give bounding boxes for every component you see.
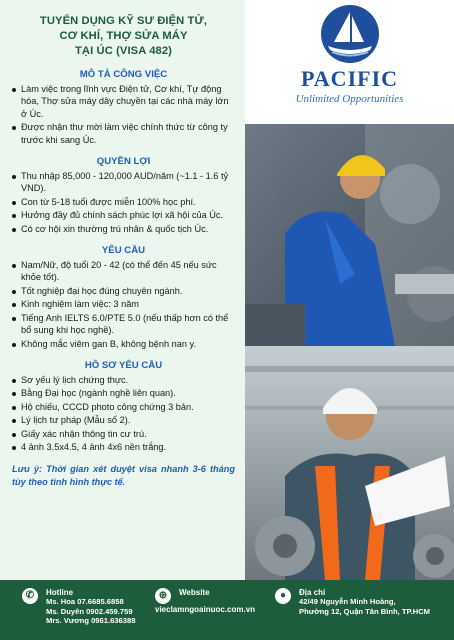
page-title [12, 14, 235, 59]
hotline-number-1[interactable]: Ms. Hoa 07.6685.6858 [46, 597, 124, 606]
hotline-label: Hotline [46, 588, 74, 597]
text-column [0, 0, 245, 580]
list-item: Tốt nghiệp đại học đúng chuyên ngành. [12, 285, 235, 297]
list-item: Nam/Nữ, độ tuổi 20 - 42 (có thể đến 45 nếu sức khỏe tốt). [12, 259, 235, 284]
list-item: Tiếng Anh IELTS 6.0/PTE 5.0 (nếu thấp hơn có thể bổ sung khi học nghề). [12, 312, 235, 337]
brand-tagline: Unlimited Opportunities [295, 93, 404, 105]
list-item: Bằng Đại học (ngành nghề liên quan). [12, 387, 235, 399]
title-line-1: TUYỂN DỤNG KỸ SƯ ĐIỆN TỬ, [39, 15, 208, 27]
list-item: Kinh nghiệm làm việc: 3 năm [12, 298, 235, 310]
hotline-number-3[interactable]: Mrs. Vương 0961.636388 [46, 616, 136, 626]
list-item: Thu nhập 85,000 - 120,000 AUD/năm (~1.1 - 1.6 tỷ VND). [12, 170, 235, 195]
job-description-heading: MÔ TẢ CÔNG VIỆC [79, 69, 168, 80]
address-line-2: Phường 12, Quận Tân Bình, TP.HCM [299, 606, 430, 616]
documents-heading: HỒ SƠ YÊU CẦU [84, 359, 163, 371]
list-item: Hưởng đầy đủ chính sách phúc lợi xã hội của Úc. [12, 209, 235, 221]
requirements-heading: YÊU CẦU [101, 245, 146, 257]
location-icon: ● [275, 588, 291, 604]
job-description-list [12, 83, 235, 146]
address-block [275, 586, 450, 616]
website-block [155, 586, 275, 615]
documents-list [12, 374, 235, 453]
list-item: Làm việc trong lĩnh vực Điện tử, Cơ khí, Tự động hóa, Thợ sửa máy dây chuyền tại các nhà máy lớn ở Úc. [12, 83, 235, 120]
company-logo [245, 0, 454, 124]
hotline-number-2[interactable]: Ms. Duyên 0902.459.759 [46, 606, 133, 616]
website-link[interactable]: vieclamngoainuoc.com.vn [155, 605, 256, 614]
note-text: Lưu ý: Thời gian xét duyệt visa nhanh 3-6 tháng tùy theo tình hình thực tế. [12, 464, 235, 487]
list-item: Giấy xác nhận thông tin cư trú. [12, 428, 235, 440]
worker-photo-bottom [245, 346, 454, 580]
footer-contact [0, 580, 454, 640]
list-item: 4 ảnh 3.5x4.5, 4 ảnh 4x6 nền trắng. [12, 441, 235, 453]
benefits-list [12, 170, 235, 235]
address-label: Địa chỉ [299, 588, 326, 597]
list-item: Lý lịch tư pháp (Mẫu số 2). [12, 414, 235, 426]
list-item: Sơ yếu lý lịch chứng thực. [12, 374, 235, 386]
title-line-2: CƠ KHÍ, THỢ SỬA MÁY [59, 30, 188, 42]
hotline-block [22, 586, 142, 626]
list-item: Không mắc viêm gan B, không bệnh nan y. [12, 338, 235, 350]
requirements-list [12, 259, 235, 350]
list-item: Có cơ hội xin thường trú nhân & quốc tịch Úc. [12, 223, 235, 235]
globe-icon: ⊕ [155, 588, 171, 604]
benefits-heading: QUYỀN LỢI [96, 156, 151, 168]
phone-icon: ✆ [22, 588, 38, 604]
sailboat-logo-icon [320, 4, 380, 64]
brand-name: PACIFIC [300, 66, 399, 91]
title-line-3: TẠI ÚC (VISA 482) [74, 45, 173, 57]
list-item: Con từ 5-18 tuổi được miễn 100% học phí. [12, 196, 235, 208]
list-item: Được nhận thư mời làm việc chính thức từ công ty trước khi sang Úc. [12, 121, 235, 146]
website-label: Website [179, 588, 210, 597]
worker-photo-top [245, 124, 454, 346]
address-line-1: 42/49 Nguyễn Minh Hoàng, [299, 597, 396, 606]
list-item: Hộ chiếu, CCCD photo công chứng 3 bản. [12, 401, 235, 413]
